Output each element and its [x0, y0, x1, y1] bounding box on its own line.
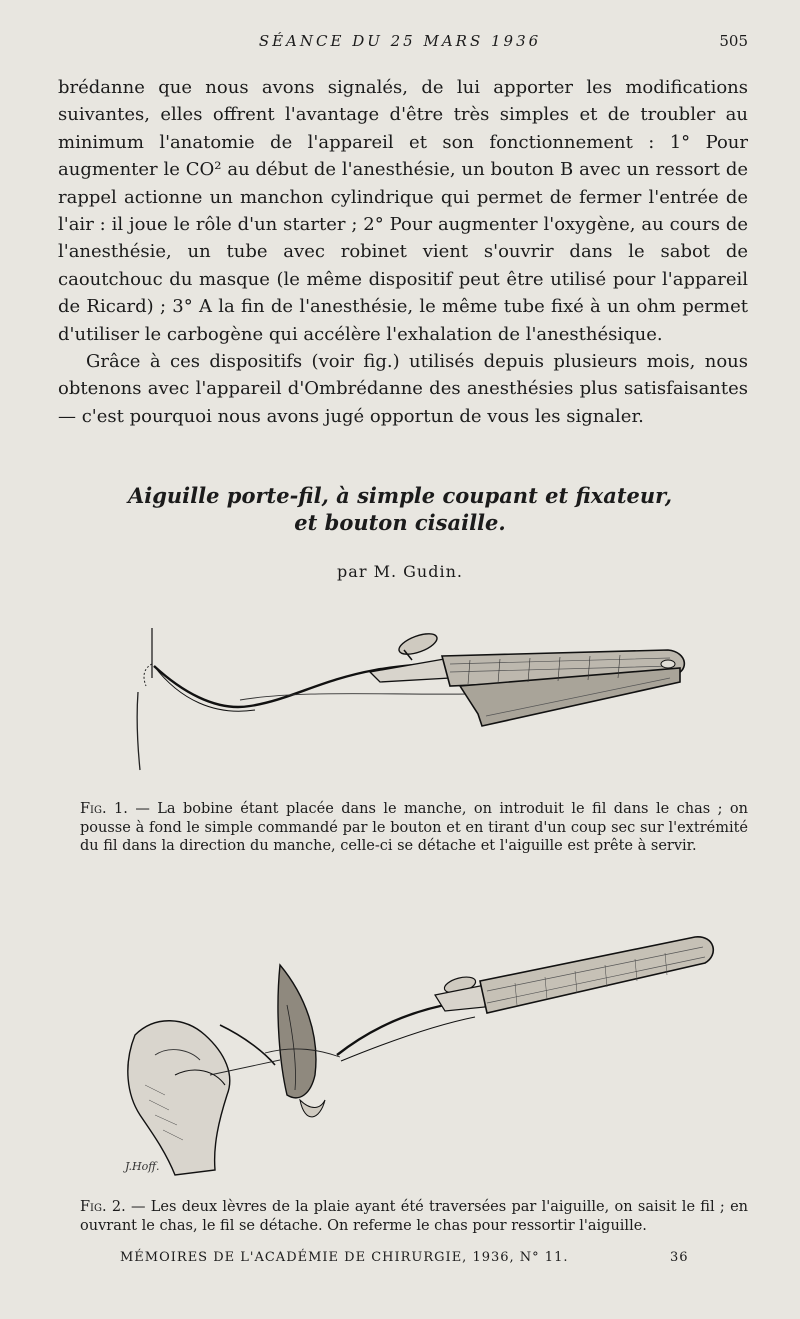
figure-1-needle-holder: [120, 620, 700, 780]
signature-mark: 36: [670, 1250, 689, 1265]
figure-1-label: Fig. 1.: [80, 801, 128, 817]
figure-1-caption: [80, 800, 748, 856]
article-title-line: et bouton cisaille.: [294, 510, 506, 535]
figure-2-label: Fig. 2.: [80, 1199, 126, 1215]
figure-2-signature: J.Hoff.: [125, 1160, 160, 1173]
running-head: [0, 32, 800, 54]
byline: par M. Gudin.: [337, 562, 463, 581]
figure-2-caption: [80, 1198, 748, 1235]
paragraph: Grâce à ces dispositifs (voir fig.) utilisés depuis plusieurs mois, nous obtenons avec l'appareil d'Ombrédanne des anesthésies plus satisfaisantes — c'est pourquoi nous avons jugé opportun de vous les signaler.: [58, 351, 748, 427]
figure-1-caption-text: — La bobine étant placée dans le manche, on introduit le fil dans le chas ; on pousse à fond le simple commandé par le bouton et en tirant d'un coup sec sur l'extrémité du fil dans la direction du manche, celle-ci se détache et l'aiguille est prête à servir.: [80, 801, 748, 854]
body-text: [58, 74, 748, 430]
footer: [0, 1250, 800, 1270]
article-title-line: Aiguille porte-fil, à simple coupant et fixateur,: [127, 483, 673, 508]
journal-reference: MÉMOIRES DE L'ACADÉMIE DE CHIRURGIE, 1936, N° 11.: [120, 1250, 569, 1265]
page-number: 505: [719, 32, 748, 50]
article-title: [80, 482, 720, 536]
running-title: SÉANCE DU 25 MARS 1936: [258, 32, 542, 50]
figure-2-caption-text: — Les deux lèvres de la plaie ayant été traversées par l'aiguille, on saisit le fil ; en ouvrant le chas, le fil se détache. On referme le chas pour ressortir l'aiguille.: [80, 1199, 748, 1234]
paragraph: brédanne que nous avons signalés, de lui apporter les modifications suivantes, elles offrent l'avantage d'être très simples et de troubler au minimum l'anatomie de l'appareil et son fonctionnement : 1° Pour augmenter le CO² au début de l'anesthésie, un bouton B avec un ressort de rappel actionne un manchon cylindrique qui permet de fermer l'entrée de l'air : il joue le rôle d'un starter ; 2° Pour augmenter l'oxygène, au cours de l'anesthésie, un tube avec robinet vient s'ouvrir dans le sabot de caoutchouc du masque (le même dispositif peut être utilisé pour l'appareil de Ricard) ; 3° A la fin de l'anesthésie, le même tube fixé à un ohm permet d'utiliser le carbogène qui accélère l'exhalation de l'anesthésique.: [58, 77, 748, 345]
figure-2-suture-illustration: [115, 925, 725, 1180]
